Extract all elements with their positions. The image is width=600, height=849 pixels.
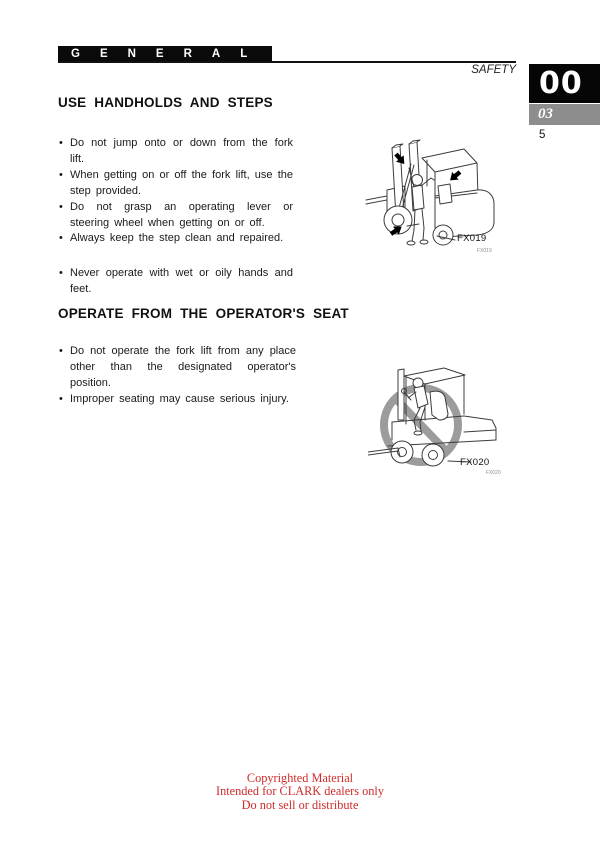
list-item: • Improper seating may cause serious injury.	[58, 392, 296, 408]
chapter-band: GENERAL	[58, 46, 272, 63]
list-item: • Always keep the step clean and repaired.	[58, 231, 293, 247]
list-item: • Do not grasp an operating lever or steering wheel when getting on or off.	[58, 200, 293, 232]
list-item: • Do not jump onto or down from the fork lift.	[58, 136, 293, 168]
chapter-tab-number: 00	[529, 64, 600, 103]
list-item: • Do not operate the fork lift from any place other than the designated operator's position.	[58, 344, 296, 392]
copyright-line-3: Do not sell or distribute	[241, 797, 359, 812]
list-item: • When getting on or off the fork lift, use the step provided.	[58, 168, 293, 200]
copyright-stamp	[0, 772, 600, 812]
copyright-line-1: Copyrighted Material	[246, 771, 354, 785]
header-rule	[58, 61, 516, 63]
figure-label-small: FX020	[486, 470, 501, 476]
section-heading-operator-seat: OPERATE FROM THE OPERATOR'S SEAT	[58, 306, 349, 321]
bullet-list-operator-seat	[58, 344, 296, 408]
figure-label-small: FX019	[477, 248, 492, 254]
page-number: 5	[539, 129, 546, 141]
figure-fx019	[365, 138, 505, 260]
forklift-prohibition-illustration	[368, 362, 514, 484]
section-heading-handholds: USE HANDHOLDS AND STEPS	[58, 95, 273, 110]
list-item: • Never operate with wet or oily hands and feet.	[58, 266, 293, 298]
figure-label: FX020	[460, 457, 490, 468]
copyright-line-2: Intended for CLARK dealers only	[215, 784, 384, 799]
section-tab-number: 03	[529, 104, 600, 125]
bullet-list-handholds	[58, 136, 293, 298]
figure-fx020	[368, 362, 514, 484]
figure-label: FX019	[457, 233, 487, 244]
section-title: SAFETY	[471, 64, 516, 76]
